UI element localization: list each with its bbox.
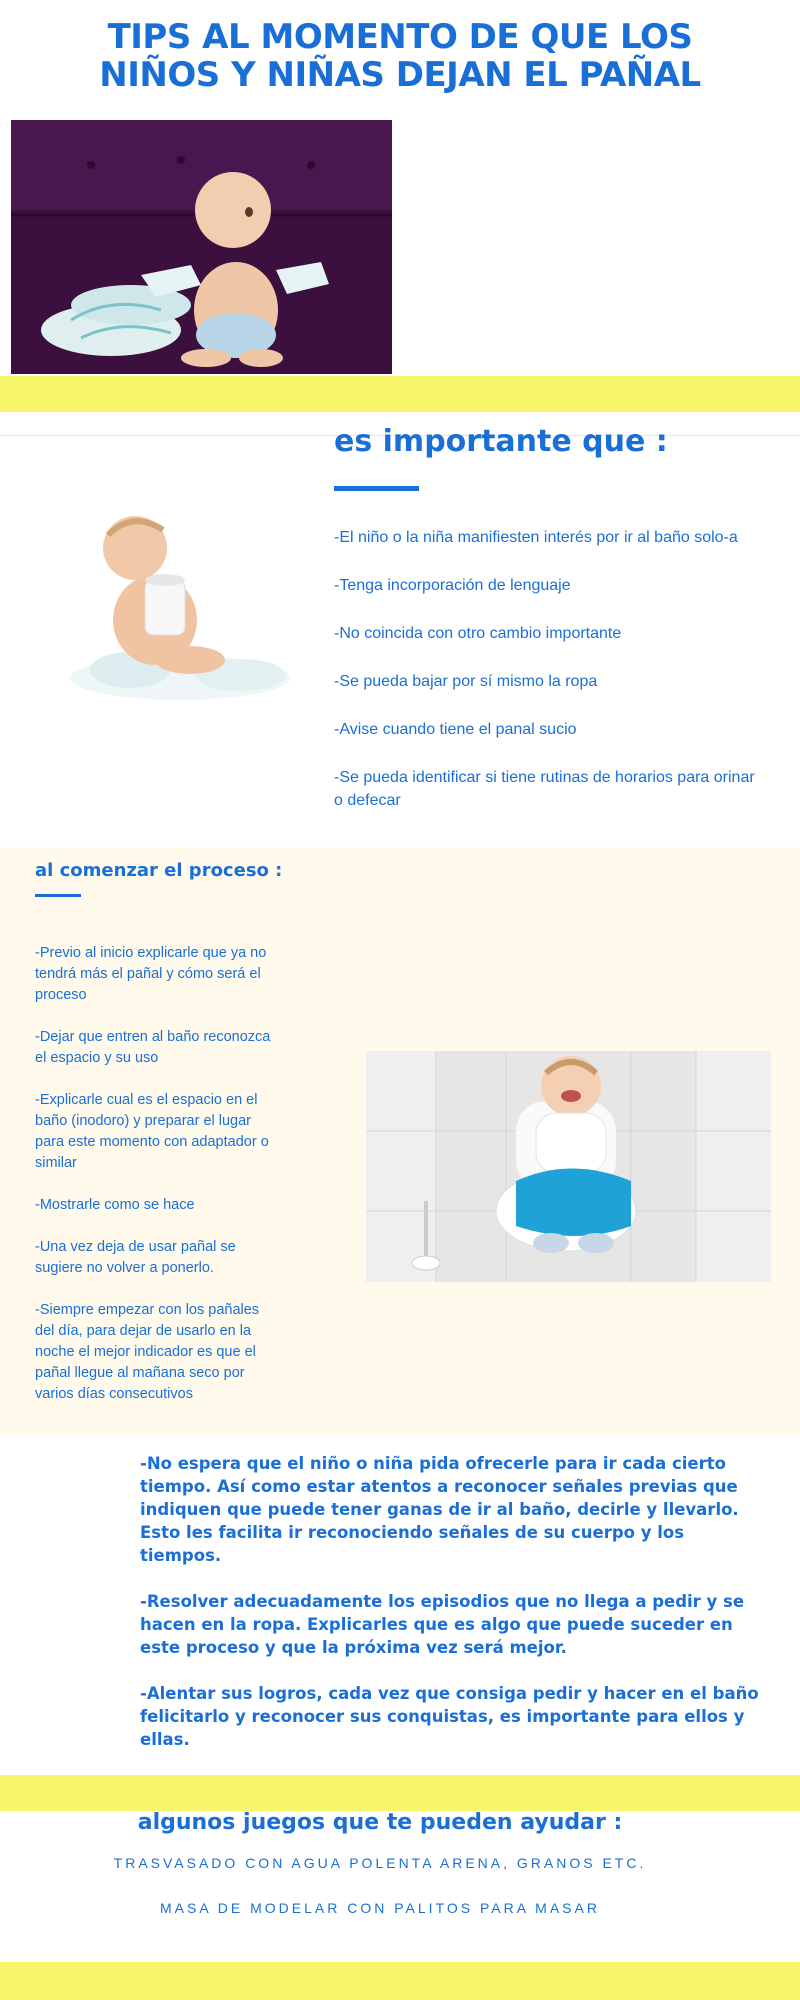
games-heading: algunos juegos que te pueden ayudar : (137, 1810, 623, 1835)
list-item: -Dejar que entren al baño reconozca el espacio y su uso (35, 1029, 271, 1066)
list-item: -Tenga incorporación de lenguaje (334, 577, 571, 594)
game-item: MASA DE MODELAR CON PALITOS PARA MASAR (160, 1900, 600, 1916)
page-title (0, 18, 800, 94)
heading-underline (35, 894, 81, 897)
tips-block (140, 1452, 765, 1751)
heading-underline (334, 486, 419, 491)
important-heading: es importante que : (334, 424, 668, 459)
baby-with-diapers-photo (11, 120, 392, 374)
yellow-band (0, 376, 800, 412)
list-item: -Una vez deja de usar pañal se sugiere no volver a ponerlo. (35, 1239, 236, 1276)
tip-paragraph: -Alentar sus logros, cada vez que consiga pedir y hacer en el baño felicitarlo y reconocer sus conquistas, es importante para ellos y ellas. (140, 1684, 759, 1749)
tip-paragraph: -Resolver adecuadamente los episodios que no llega a pedir y se hacen en la ropa. Explicarles que es algo que puede suceder en este proceso y que la próxima vez será mejor. (140, 1592, 745, 1657)
list-item: -Se pueda identificar si tiene rutinas de horarios para orinar o defecar (334, 769, 755, 809)
list-item: -Avise cuando tiene el panal sucio (334, 721, 577, 738)
list-item: -Mostrarle como se hace (35, 1197, 195, 1213)
start-list (35, 943, 275, 1405)
tip-paragraph: -No espera que el niño o niña pida ofrecerle para ir cada cierto tiempo. Así como estar atentos a reconocer señales previas que indiquen que puede tener ganas de ir al baño, decirle y llevarlo. Esto les facilita ir reconociendo señales de su cuerpo y los tiempos. (140, 1454, 739, 1565)
baby-on-potty-photo (366, 1051, 771, 1282)
list-item: -Siempre empezar con los pañales del día, para dejar de usarlo en la noche el mejor indicador es que el pañal llegue al mañana seco por varios días consecutivos (35, 1302, 260, 1402)
page-title-line-1: TIPS AL MOMENTO DE QUE LOS (107, 17, 693, 57)
yellow-band (0, 1962, 800, 2000)
list-item: -Previo al inicio explicarle que ya no tendrá más el pañal y cómo será el proceso (35, 945, 267, 1003)
list-item: -Se pueda bajar por sí mismo la ropa (334, 673, 598, 690)
list-item: -Explicarle cual es el espacio en el baño (inodoro) y preparar el lugar para este momento con adaptador o similar (35, 1092, 269, 1171)
baby-with-toilet-paper-photo (60, 510, 300, 710)
start-heading: al comenzar el proceso : (35, 860, 283, 881)
list-item: -El niño o la niña manifiesten interés por ir al baño solo-a (334, 529, 738, 546)
important-list (334, 526, 764, 812)
page-title-line-2: NIÑOS Y NIÑAS DEJAN EL PAÑAL (99, 55, 701, 95)
game-item: TRASVASADO CON AGUA POLENTA ARENA, GRANOS ETC. (113, 1855, 647, 1871)
list-item: -No coincida con otro cambio importante (334, 625, 622, 642)
